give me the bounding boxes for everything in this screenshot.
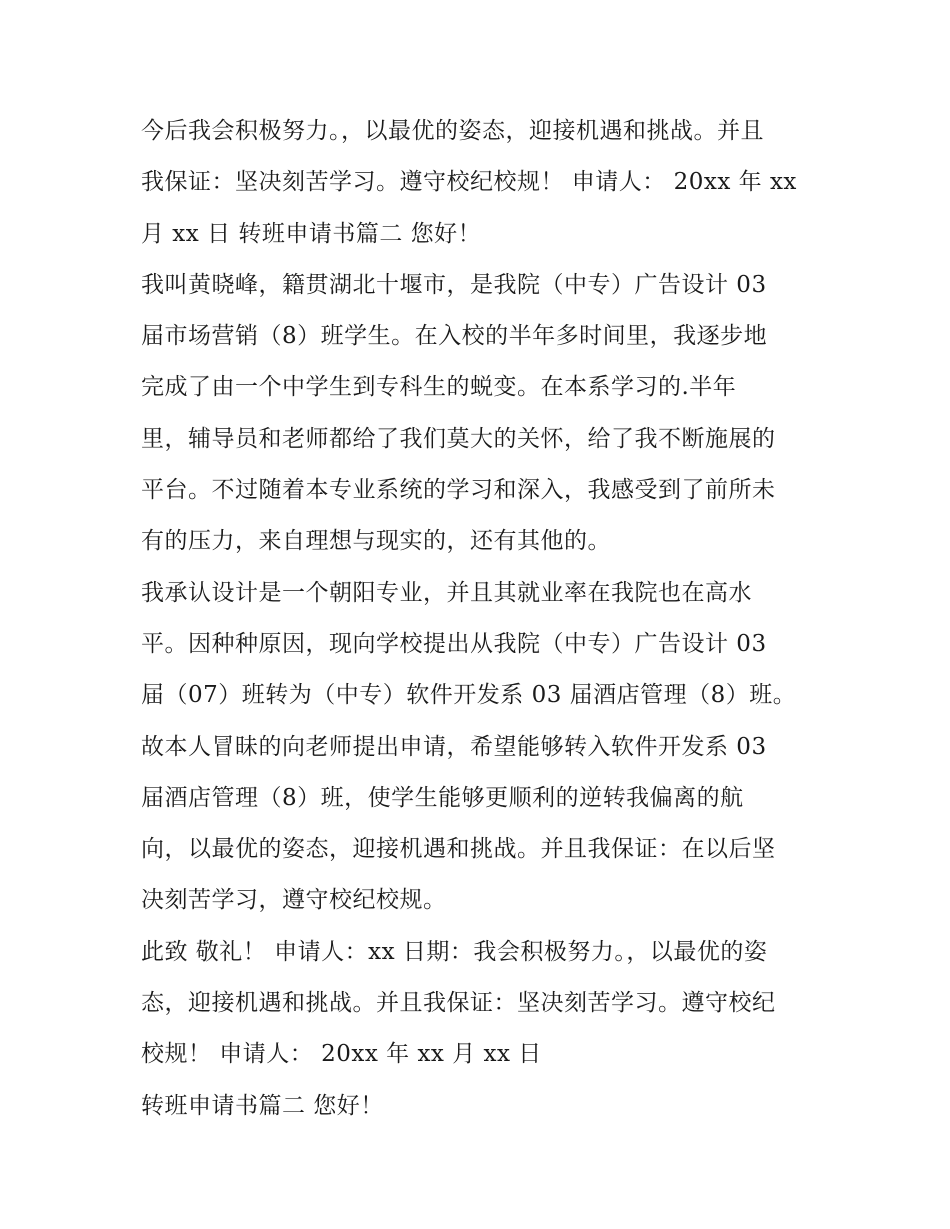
text-line: 向，以最优的姿态，迎接机遇和挑战。并且我保证：在以后坚 [141,836,776,863]
text-line: 平台。不过随着本专业系统的学习和深入，我感受到了前所未 [141,477,776,504]
text-line: 届酒店管理（8）班，使学生能够更顺利的逆转我偏离的航 [141,784,744,811]
text-line: 我承认设计是一个朝阳专业，并且其就业率在我院也在高水 [141,579,752,606]
text-line: 态，迎接机遇和挑战。并且我保证：坚决刻苦学习。遵守校纪 [141,990,776,1017]
document-body [141,106,821,1132]
text-line: 我保证：坚决刻苦学习。遵守校纪校规！ 申请人： 20xx 年 xx [141,169,797,196]
text-line: 平。因种种原因，现向学校提出从我院（中专）广告设计 03 [141,630,767,657]
text-line: 故本人冒昧的向老师提出申请，希望能够转入软件开发系 03 [141,733,767,760]
text-line: 里，辅导员和老师都给了我们莫大的关怀，给了我不断施展的 [141,425,776,452]
text-line: 此致 敬礼！ 申请人：xx 日期：我会积极努力。，以最优的姿 [141,938,768,965]
text-line: 完成了由一个中学生到专科生的蜕变。在本系学习的.半年 [141,374,737,401]
text-line: 我叫黄晓峰，籍贯湖北十堰市，是我院（中专）广告设计 03 [141,271,767,298]
text-line: 转班申请书篇二 您好！ [141,1092,384,1119]
text-line: 有的压力，来自理想与现实的，还有其他的。 [141,528,611,555]
text-line: 决刻苦学习，遵守校纪校规。 [141,887,447,914]
text-line: 届（07）班转为（中专）软件开发系 03 届酒店管理（8）班。 [141,682,797,709]
text-line: 今后我会积极努力。，以最优的姿态，迎接机遇和挑战。并且 [141,118,764,144]
text-line: 届市场营销（8）班学生。在入校的半年多时间里，我逐步地 [141,323,768,350]
text-line: 月 xx 日 转班申请书篇二 您好！ [141,220,482,247]
text-line: 校规！ 申请人： 20xx 年 xx 月 xx 日 [141,1041,542,1068]
